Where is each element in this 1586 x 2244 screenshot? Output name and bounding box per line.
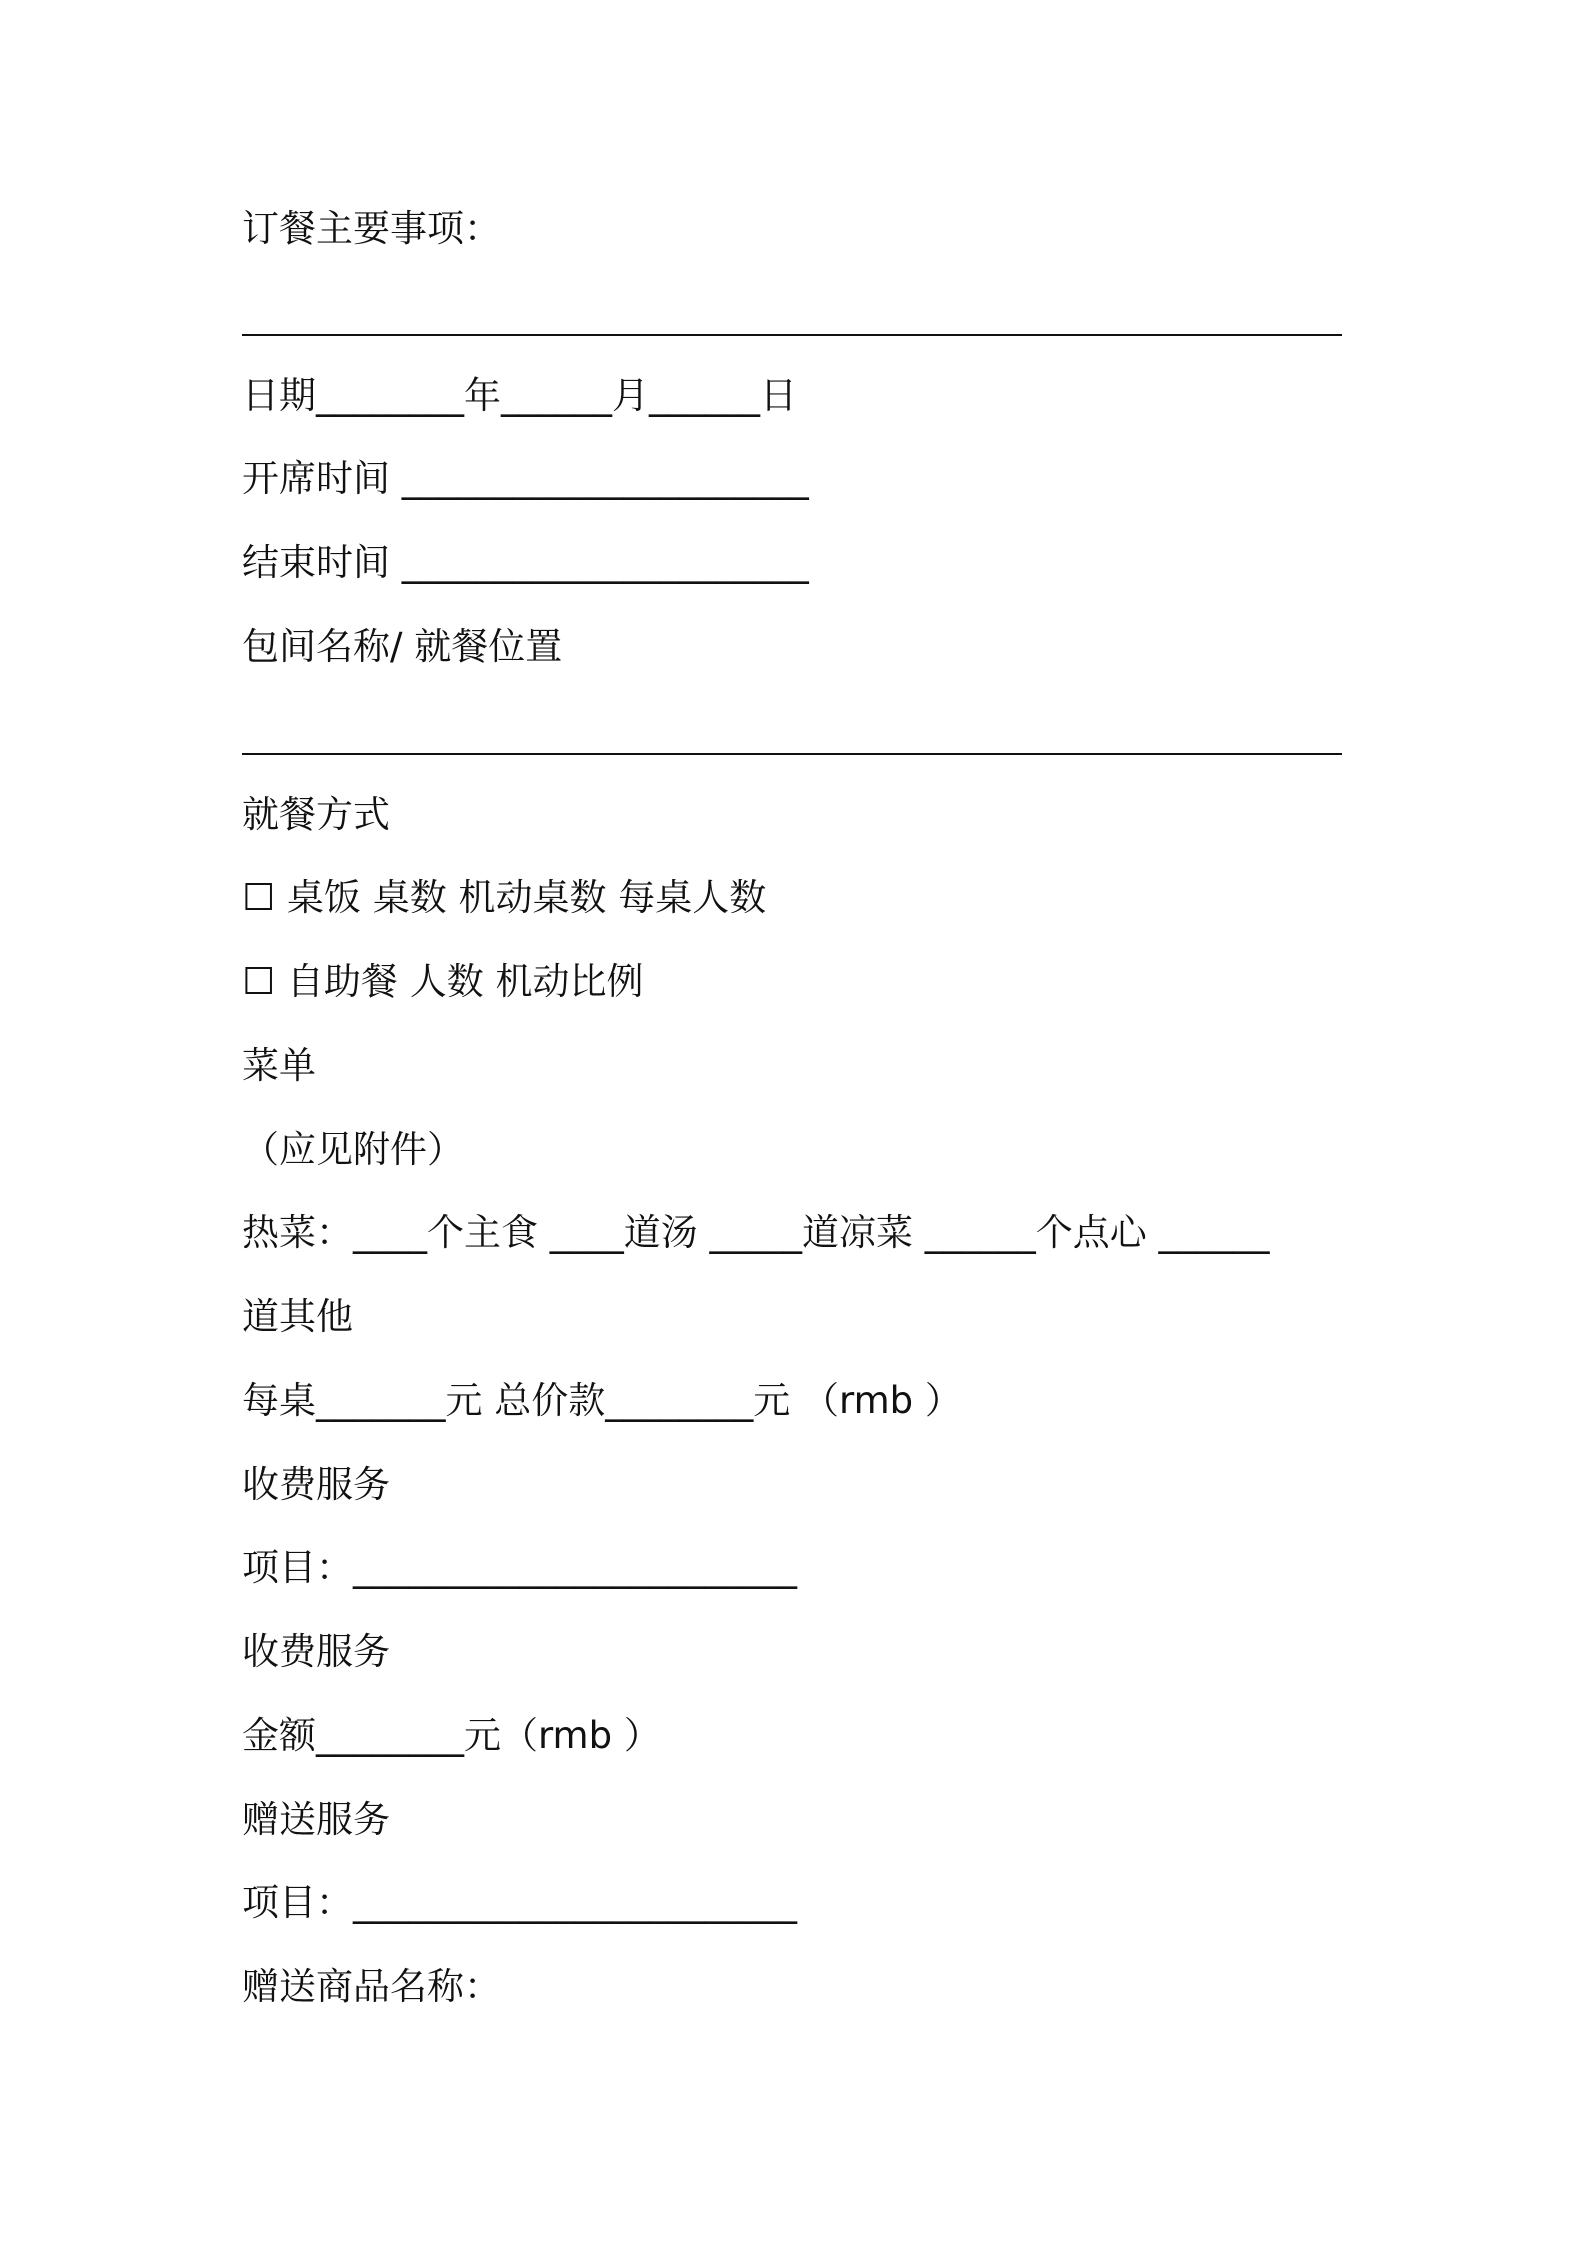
option-table-meal: ☐ 桌饭 桌数 机动桌数 每桌人数	[242, 876, 767, 919]
amount-line: 金额________元（rmb ）	[242, 1714, 661, 1757]
gift-item-name-line: 赠送商品名称：	[242, 1965, 501, 2008]
menu-attachment-note: （应见附件）	[242, 1128, 464, 1171]
option-buffet: ☐ 自助餐 人数 机动比例	[242, 960, 644, 1003]
blank-rule-1	[242, 334, 1342, 336]
dish-counts-line: 热菜：____个主食 ____道汤 _____道凉菜 ______个点心 ______	[242, 1211, 1270, 1254]
paid-service-label-1: 收费服务	[242, 1463, 390, 1506]
free-service-label: 赠送服务	[242, 1798, 390, 1841]
free-service-item-line: 项目：________________________	[242, 1881, 797, 1924]
paid-service-item-line: 项目：________________________	[242, 1546, 797, 1589]
dining-method-label: 就餐方式	[242, 793, 390, 836]
end-time-line: 结束时间 ______________________	[242, 541, 809, 584]
room-name-line: 包间名称/ 就餐位置	[242, 625, 563, 668]
date-line: 日期________年______月______日	[242, 374, 797, 417]
heading-order-items: 订餐主要事项：	[242, 207, 501, 250]
price-line: 每桌_______元 总价款________元 （rmb ）	[242, 1379, 962, 1422]
dish-other-line: 道其他	[242, 1295, 353, 1338]
paid-service-label-2: 收费服务	[242, 1630, 390, 1673]
blank-rule-2	[242, 753, 1342, 755]
start-time-line: 开席时间 ______________________	[242, 457, 809, 500]
menu-label: 菜单	[242, 1044, 316, 1087]
